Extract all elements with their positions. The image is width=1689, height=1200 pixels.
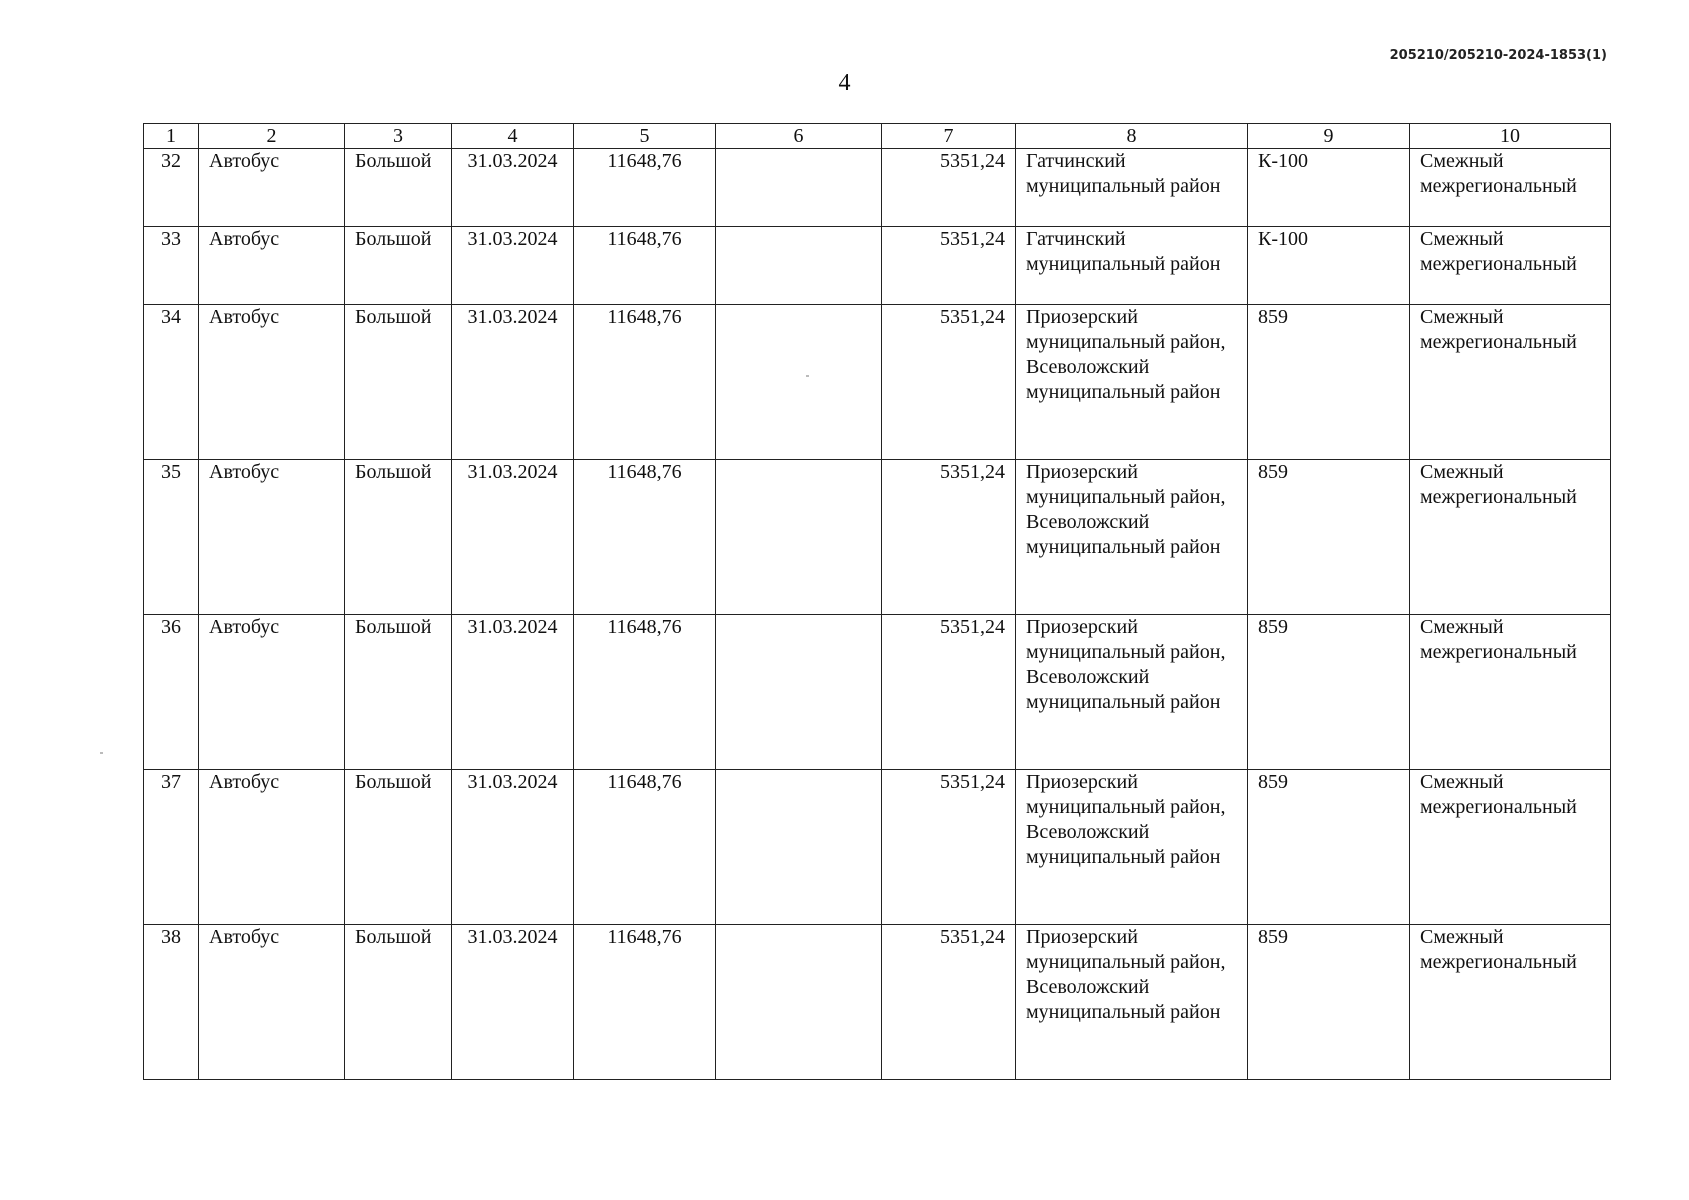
- cell-route-type: Смежный межрегиональный: [1410, 925, 1611, 1080]
- routes-table: [143, 123, 1611, 1080]
- cell-row-number: 34: [144, 305, 199, 460]
- cell-vehicle-type: Автобус: [199, 149, 345, 227]
- cell-route-type: Смежный межрегиональный: [1410, 460, 1611, 615]
- cell-value: 5351,24: [882, 925, 1016, 1080]
- cell-route-number: К-100: [1248, 149, 1410, 227]
- cell-route-number: 859: [1248, 770, 1410, 925]
- cell-amount: 11648,76: [574, 305, 716, 460]
- cell-value: 5351,24: [882, 149, 1016, 227]
- column-header: 4: [452, 124, 574, 149]
- cell-row-number: 32: [144, 149, 199, 227]
- column-header: 8: [1016, 124, 1248, 149]
- column-header: 5: [574, 124, 716, 149]
- cell-date: 31.03.2024: [452, 305, 574, 460]
- column-number-row: [144, 124, 1611, 149]
- cell-vehicle-type: Автобус: [199, 615, 345, 770]
- cell-route-type: Смежный межрегиональный: [1410, 305, 1611, 460]
- cell-route-number: 859: [1248, 460, 1410, 615]
- cell-amount: 11648,76: [574, 615, 716, 770]
- cell-route-number: 859: [1248, 615, 1410, 770]
- cell-amount: 11648,76: [574, 227, 716, 305]
- column-header: 1: [144, 124, 199, 149]
- cell-vehicle-class: Большой: [345, 615, 452, 770]
- table-row: [144, 227, 1611, 305]
- column-header: 7: [882, 124, 1016, 149]
- cell-district: Гатчинский муниципальный район: [1016, 227, 1248, 305]
- cell-date: 31.03.2024: [452, 925, 574, 1080]
- cell-row-number: 35: [144, 460, 199, 615]
- cell-vehicle-class: Большой: [345, 770, 452, 925]
- scan-artifact: [100, 752, 103, 754]
- column-header: 2: [199, 124, 345, 149]
- cell-amount: 11648,76: [574, 460, 716, 615]
- cell-district: Гатчинский муниципальный район: [1016, 149, 1248, 227]
- cell-date: 31.03.2024: [452, 615, 574, 770]
- cell-district: Приозерский муниципальный район, Всеволожский муниципальный район: [1016, 925, 1248, 1080]
- cell-route-number: 859: [1248, 305, 1410, 460]
- cell-value: 5351,24: [882, 615, 1016, 770]
- cell-empty: [716, 615, 882, 770]
- cell-route-number: К-100: [1248, 227, 1410, 305]
- cell-amount: 11648,76: [574, 925, 716, 1080]
- table-row: [144, 615, 1611, 770]
- column-header: 10: [1410, 124, 1611, 149]
- cell-empty: [716, 149, 882, 227]
- table-row: [144, 925, 1611, 1080]
- column-header: 6: [716, 124, 882, 149]
- cell-vehicle-class: Большой: [345, 925, 452, 1080]
- cell-empty: [716, 305, 882, 460]
- cell-route-type: Смежный межрегиональный: [1410, 149, 1611, 227]
- cell-district: Приозерский муниципальный район, Всеволожский муниципальный район: [1016, 305, 1248, 460]
- cell-vehicle-type: Автобус: [199, 227, 345, 305]
- cell-route-type: Смежный межрегиональный: [1410, 615, 1611, 770]
- cell-empty: [716, 925, 882, 1080]
- cell-value: 5351,24: [882, 460, 1016, 615]
- document-id: 205210/205210-2024-1853(1): [1389, 48, 1607, 63]
- column-header: 9: [1248, 124, 1410, 149]
- table-row: [144, 460, 1611, 615]
- column-header: 3: [345, 124, 452, 149]
- table-row: [144, 305, 1611, 460]
- cell-date: 31.03.2024: [452, 227, 574, 305]
- page-number: 4: [838, 70, 851, 96]
- cell-vehicle-class: Большой: [345, 227, 452, 305]
- cell-vehicle-class: Большой: [345, 305, 452, 460]
- cell-vehicle-class: Большой: [345, 149, 452, 227]
- cell-route-type: Смежный межрегиональный: [1410, 770, 1611, 925]
- cell-district: Приозерский муниципальный район, Всеволожский муниципальный район: [1016, 460, 1248, 615]
- cell-empty: [716, 227, 882, 305]
- cell-row-number: 37: [144, 770, 199, 925]
- cell-vehicle-type: Автобус: [199, 460, 345, 615]
- cell-district: Приозерский муниципальный район, Всеволожский муниципальный район: [1016, 770, 1248, 925]
- cell-amount: 11648,76: [574, 770, 716, 925]
- cell-route-number: 859: [1248, 925, 1410, 1080]
- cell-value: 5351,24: [882, 770, 1016, 925]
- cell-empty: [716, 460, 882, 615]
- cell-date: 31.03.2024: [452, 770, 574, 925]
- cell-value: 5351,24: [882, 305, 1016, 460]
- cell-date: 31.03.2024: [452, 149, 574, 227]
- cell-route-type: Смежный межрегиональный: [1410, 227, 1611, 305]
- cell-value: 5351,24: [882, 227, 1016, 305]
- cell-empty: [716, 770, 882, 925]
- cell-date: 31.03.2024: [452, 460, 574, 615]
- cell-vehicle-type: Автобус: [199, 925, 345, 1080]
- cell-row-number: 33: [144, 227, 199, 305]
- table-row: [144, 770, 1611, 925]
- cell-vehicle-type: Автобус: [199, 305, 345, 460]
- cell-vehicle-type: Автобус: [199, 770, 345, 925]
- cell-amount: 11648,76: [574, 149, 716, 227]
- cell-row-number: 38: [144, 925, 199, 1080]
- table-row: [144, 149, 1611, 227]
- cell-district: Приозерский муниципальный район, Всеволожский муниципальный район: [1016, 615, 1248, 770]
- cell-row-number: 36: [144, 615, 199, 770]
- cell-vehicle-class: Большой: [345, 460, 452, 615]
